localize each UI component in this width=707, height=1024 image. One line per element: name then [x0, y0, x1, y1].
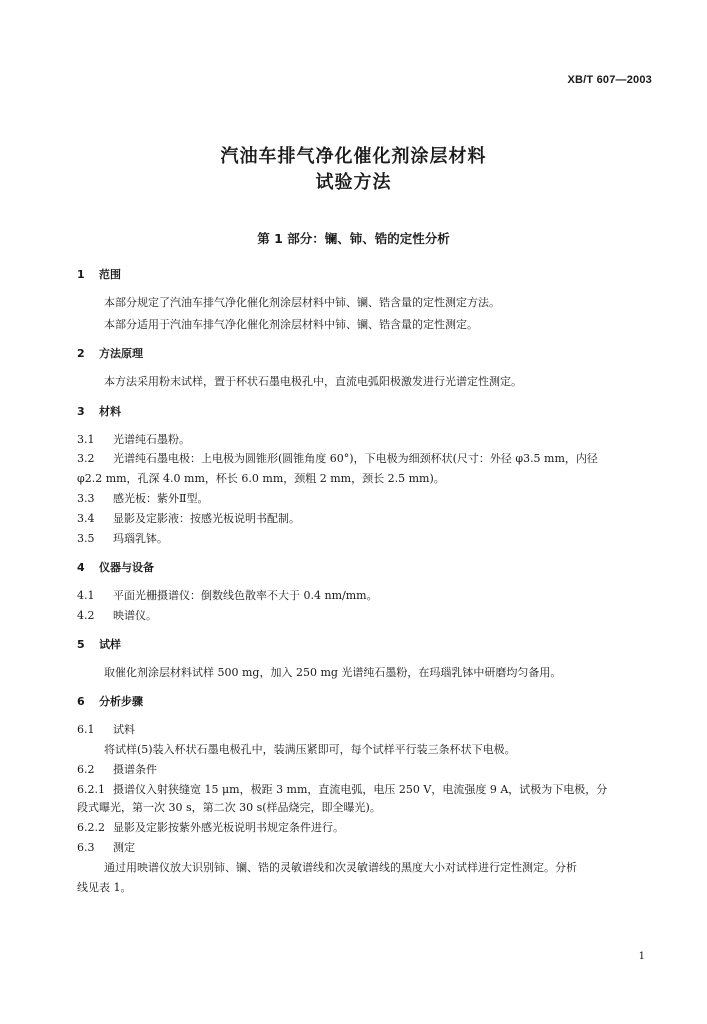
section-1-title: 范围 [99, 268, 121, 281]
item-3-2-cont: φ2.2 mm，孔深 4.0 mm，杯长 6.0 mm，颈粗 2 mm，颈长 2.5 mm)。 [77, 472, 445, 485]
item-6-2-1: 6.2.1 摄谱仪入射狭缝宽 15 μm，极距 3 mm，直流电弧，电压 250 V，电流强度 9 A，试极为下电极，分 [77, 783, 608, 796]
item-3-3: 3.3 感光板：紫外Ⅱ型。 [77, 492, 209, 505]
section-6-title: 分析步骤 [99, 695, 143, 708]
section-6-heading [77, 695, 143, 709]
page-number: 1 [638, 951, 645, 962]
item-3-1: 3.1 光谱纯石墨粉。 [77, 433, 190, 446]
item-3-4: 3.4 显影及定影液：按感光板说明书配制。 [77, 512, 300, 525]
item-3-5: 3.5 玛瑙乳钵。 [77, 532, 168, 545]
section-1-para-1: 本部分规定了汽油车排气净化催化剂涂层材料中铈、镧、锆含量的定性测定方法。 [104, 296, 500, 309]
section-5-title: 试样 [99, 638, 121, 651]
document-title-line2: 试验方法 [315, 172, 392, 193]
document-title-line1: 汽油车排气净化催化剂涂层材料 [220, 146, 487, 167]
section-4-title: 仪器与设备 [99, 561, 154, 574]
section-5-number: 5 [77, 638, 85, 651]
item-4-1: 4.1 平面光栅摄谱仪：倒数线色散率不大于 0.4 nm/mm。 [77, 589, 378, 602]
item-6-2-2: 6.2.2 显影及定影按紫外感光板说明书规定条件进行。 [77, 821, 344, 834]
section-1-heading [77, 268, 121, 282]
section-5-para-1: 取催化剂涂层材料试样 500 mg，加入 250 mg 光谱纯石墨粉，在玛瑙乳钵中研磨均匀备用。 [104, 666, 562, 679]
item-6-3-cont: 线见表 1。 [77, 881, 132, 894]
section-6-number: 6 [77, 695, 85, 708]
section-4-number: 4 [77, 561, 85, 574]
section-3-number: 3 [77, 405, 85, 418]
item-6-3-text: 通过用映谱仪放大识别铈、镧、锆的灵敏谱线和次灵敏谱线的黑度大小对试样进行定性测定。分析 [104, 861, 577, 874]
section-2-heading [77, 347, 143, 361]
item-3-2: 3.2 光谱纯石墨电极：上电极为圆锥形(圆锥角度 60°)，下电极为细颈杯状(尺寸：外径 φ3.5 mm，内径 [77, 452, 598, 465]
item-6-1-heading: 6.1 试料 [77, 723, 135, 736]
section-3-title: 材料 [99, 405, 121, 418]
standard-code: XB/T 607—2003 [567, 74, 652, 86]
item-6-3-heading: 6.3 测定 [77, 841, 135, 854]
part-title: 第 1 部分：镧、铈、锆的定性分析 [257, 231, 450, 246]
section-2-para-1: 本方法采用粉末试样，置于杯状石墨电极孔中，直流电弧阳极激发进行光谱定性测定。 [104, 375, 522, 388]
section-4-heading [77, 561, 154, 575]
section-2-number: 2 [77, 347, 85, 360]
section-1-number: 1 [77, 268, 85, 281]
item-6-2-heading: 6.2 摄谱条件 [77, 763, 157, 776]
section-2-title: 方法原理 [99, 347, 143, 360]
section-1-para-2: 本部分适用于汽油车排气净化催化剂涂层材料中铈、镧、锆含量的定性测定。 [104, 318, 478, 331]
item-6-2-1-cont: 段式曝光，第一次 30 s，第二次 30 s(样品烧完，即全曝光)。 [77, 801, 381, 814]
section-5-heading [77, 638, 121, 652]
item-4-2: 4.2 映谱仪。 [77, 609, 157, 622]
item-6-1-text: 将试样(5)装入杯状石墨电极孔中，装满压紧即可，每个试样平行装三条杯状下电极。 [104, 743, 516, 756]
section-3-heading [77, 405, 121, 419]
